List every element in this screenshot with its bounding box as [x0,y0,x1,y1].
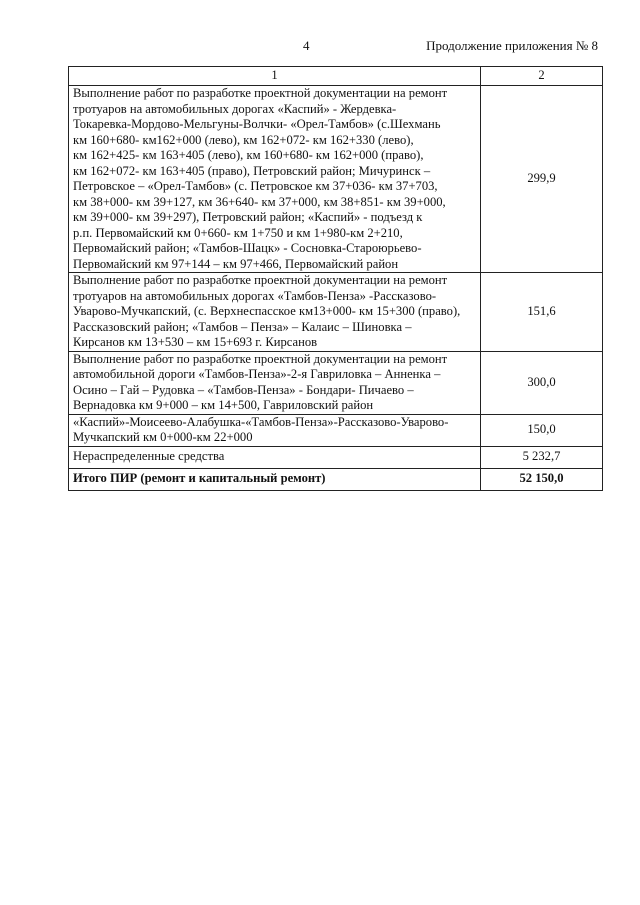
work-description [69,86,481,273]
table-row [69,414,603,446]
description-line: тротуаров на автомобильных дорогах «Тамбов-Пенза» -Рассказово- [73,288,437,303]
column-number-row [69,67,603,86]
description-line: км 160+680- км162+000 (лево), км 162+072- км 162+330 (лево), [73,132,414,147]
description-line: Первомайский район; «Тамбов-Шацк» - Сосновка-Староюрьево- [73,241,422,255]
description-line: Кирсанов км 13+530 – км 15+693 г. Кирсанов [73,335,318,349]
column-number-1: 1 [69,67,481,86]
unallocated-row [69,446,603,468]
unallocated-label: Нераспределенные средства [69,446,481,468]
work-description [69,351,481,414]
description-line: Выполнение работ по разработке проектной документации на ремонт [73,273,448,287]
total-row [69,468,603,490]
total-amount: 52 150,0 [481,468,603,490]
work-description [69,414,481,446]
funding-table [68,66,603,491]
description-line: Выполнение работ по разработке проектной документации на ремонт [73,351,448,366]
description-line: км 162+425- км 163+405 (лево), км 160+680- км 162+000 (право), [73,148,424,162]
amount-cell: 299,9 [481,86,603,273]
description-line: Выполнение работ по разработке проектной документации на ремонт [73,86,448,100]
description-line: Вернадовка км 9+000 – км 14+500, Гавриловский район [73,398,374,412]
description-line: км 39+000- км 39+297), Петровский район; «Каспий» - подъезд к [73,210,423,224]
table-row [69,351,603,414]
page-number: 4 [303,38,310,53]
description-line: Уварово-Мучкапский, (с. Верхнеспасское км13+000- км 15+300 (право), [73,304,461,318]
description-line: автомобильной дороги «Тамбов-Пенза»-2-я Гавриловка – Анненка – [73,367,441,381]
description-line: Первомайский км 97+144 – км 97+466, Первомайский район [73,256,399,271]
description-line: км 38+000- км 39+127, км 36+640- км 37+000, км 38+851- км 39+000, [73,194,446,209]
unallocated-amount: 5 232,7 [481,446,603,468]
amount-cell: 151,6 [481,273,603,352]
description-line: р.п. Первомайский км 0+660- км 1+750 и км 1+980-км 2+210, [73,225,403,240]
description-line: тротуаров на автомобильных дорогах «Каспий» - Жердевка- [73,101,397,116]
description-line: Осино – Гай – Рудовка – «Тамбов-Пенза» - Бондари- Пичаево – [73,382,414,397]
description-line: Петровское – «Орел-Тамбов» (с. Петровское км 37+036- км 37+703, [73,179,438,193]
description-line: км 162+072- км 163+405 (право), Петровский район; Мичуринск – [73,163,431,178]
table-row [69,86,603,273]
continuation-caption: Продолжение приложения № 8 [426,38,598,53]
work-description [69,273,481,352]
table-row [69,273,603,352]
description-line: Мучкапский км 0+000-км 22+000 [73,430,253,444]
amount-cell: 300,0 [481,351,603,414]
description-line: «Каспий»-Моисеево-Алабушка-«Тамбов-Пенза»-Рассказово-Уварово- [73,414,449,429]
description-line: Рассказовский район; «Тамбов – Пенза» – Калаис – Шиновка – [73,319,412,334]
amount-cell: 150,0 [481,414,603,446]
description-line: Токаревка-Мордово-Мельгуны-Волчки- «Орел-Тамбов» (с.Шехмань [73,117,441,131]
column-number-2: 2 [481,67,603,86]
total-label: Итого ПИР (ремонт и капитальный ремонт) [69,468,481,490]
